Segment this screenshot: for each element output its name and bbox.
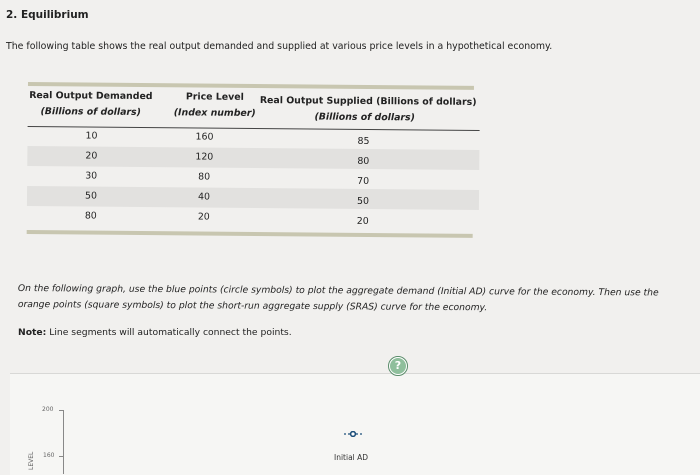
help-button[interactable] <box>388 356 408 376</box>
initial-ad-marker-icon[interactable] <box>344 431 362 437</box>
cell-supplied: 80 <box>357 155 370 167</box>
cell-demanded: 80 <box>84 210 97 222</box>
cell-supplied: 20 <box>356 215 369 227</box>
y-axis <box>63 410 64 474</box>
cell-demanded: 50 <box>84 190 98 202</box>
cell-supplied: 85 <box>357 135 370 147</box>
cell-price: 40 <box>197 191 211 203</box>
header-price-title: Price Level <box>185 91 244 103</box>
header-supplied <box>259 93 477 127</box>
header-supplied-title: Real Output Supplied (Billions of dollars) <box>259 95 477 108</box>
cell-supplied: 50 <box>356 195 369 207</box>
cell-price: 120 <box>195 151 214 163</box>
help-icon: ? <box>390 358 406 374</box>
cell-price: 20 <box>197 211 210 223</box>
note-label: Note: <box>18 327 47 338</box>
note <box>18 327 292 338</box>
table-bottom-border <box>27 230 473 238</box>
table-row <box>27 206 479 230</box>
y-axis-label: LEVEL <box>28 451 35 470</box>
header-price-unit: (Index number) <box>173 107 256 119</box>
header-demanded <box>28 88 154 121</box>
cell-price: 160 <box>195 131 214 143</box>
y-tick-label: 200 <box>42 406 54 413</box>
graph-instructions: On the following graph, use the blue points (circle symbols) to plot the aggregate demand (Initial AD) curve for the economy. Then use the orange points (square symbols) to plot the short-run aggregate supply (SRAS) curve for the economy. <box>17 282 659 314</box>
y-tick-label: 160 <box>43 452 55 459</box>
note-text: Line segments will automatically connect the points. <box>46 327 292 338</box>
cell-demanded: 20 <box>85 150 98 162</box>
cell-price: 80 <box>198 171 211 183</box>
cell-demanded: 30 <box>85 170 98 182</box>
header-price <box>161 89 269 122</box>
header-supplied-unit: (Billions of dollars) <box>314 111 415 124</box>
header-demanded-title: Real Output Demanded <box>29 90 153 103</box>
cell-supplied: 70 <box>357 175 370 187</box>
cell-demanded: 10 <box>85 130 98 142</box>
intro-text: The following table shows the real output demanded and supplied at various price levels in a hypothetical economy. <box>6 41 553 52</box>
section-heading: 2. Equilibrium <box>6 9 89 21</box>
legend-initial-ad-label: Initial AD <box>334 453 369 462</box>
header-demanded-unit: (Billions of dollars) <box>40 106 141 118</box>
data-table <box>27 82 477 242</box>
